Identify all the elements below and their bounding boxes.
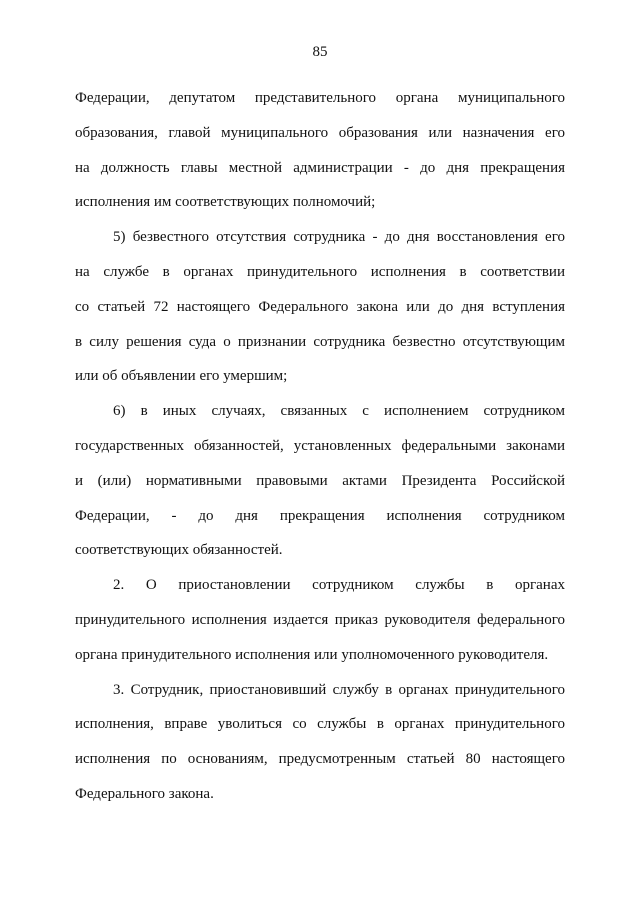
text-line: образования, главой муниципального образования или назначения его (75, 124, 565, 141)
text-line: исполнения им соответствующих полномочий; (75, 194, 376, 211)
text-line: государственных обязанностей, установленных федеральными законами (75, 437, 565, 454)
text-line: 5) безвестного отсутствия сотрудника - до дня восстановления его (113, 229, 565, 246)
text-line: в силу решения суда о признании сотрудника безвестно отсутствующим (75, 333, 565, 350)
paragraph-item-5 (75, 220, 565, 394)
paragraph-continuation (75, 81, 565, 220)
text-line: исполнения, вправе уволиться со службы в органах принудительного (75, 716, 565, 733)
text-line: органа принудительного исполнения или уполномоченного руководителя. (75, 646, 549, 663)
text-line: 2. О приостановлении сотрудником службы в органах (113, 577, 565, 594)
document-body (75, 81, 565, 812)
paragraph-part-2 (75, 568, 565, 672)
text-line: принудительного исполнения издается приказ руководителя федерального (75, 611, 565, 628)
text-line: и (или) нормативными правовыми актами Президента Российской (75, 472, 565, 489)
page-number: 85 (312, 44, 328, 60)
text-line: 6) в иных случаях, связанных с исполнением сотрудником (113, 403, 565, 420)
text-line: исполнения по основаниям, предусмотренным статьей 80 настоящего (75, 751, 565, 768)
text-line: на должность главы местной администрации - до дня прекращения (75, 159, 565, 176)
text-line: на службе в органах принудительного исполнения в соответствии (75, 263, 565, 280)
text-line: или об объявлении его умершим; (75, 368, 288, 385)
text-line: Федерального закона. (75, 785, 214, 802)
text-line: со статьей 72 настоящего Федерального закона или до дня вступления (75, 298, 565, 315)
paragraph-item-6 (75, 394, 565, 568)
text-line: соответствующих обязанностей. (75, 542, 283, 559)
paragraph-part-3 (75, 673, 565, 812)
text-line: Федерации, депутатом представительного органа муниципального (75, 90, 565, 106)
text-line: Федерации, - до дня прекращения исполнения сотрудником (75, 507, 565, 524)
text-line: 3. Сотрудник, приостановивший службу в органах принудительного (113, 681, 565, 698)
